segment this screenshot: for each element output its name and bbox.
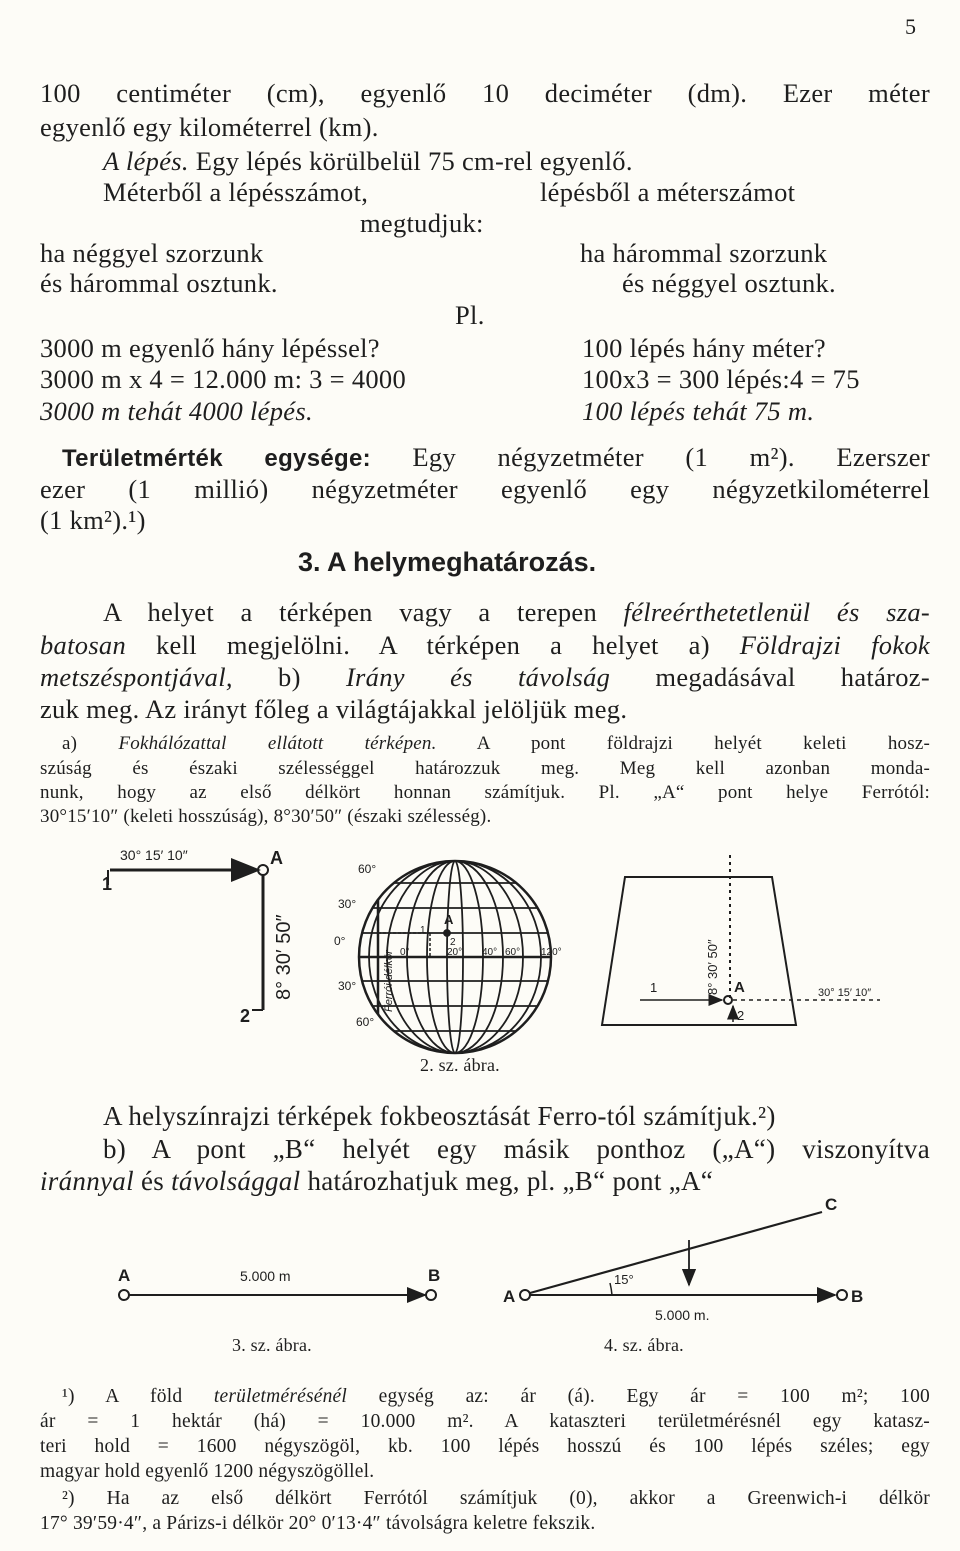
footnote-text: egység az: ár (á). Egy ár = 100 m²; 100	[347, 1386, 930, 1407]
globe-lon-label: 20°	[447, 947, 463, 958]
left-calculation: 3000 m x 4 = 12.000 m: 3 = 4000	[40, 364, 407, 394]
fig2-left-diagram	[108, 865, 268, 1010]
area-text-1: Egy négyzetméter (1 m²). Ezerszer	[370, 442, 930, 472]
globe-lon-label: 0°	[400, 947, 410, 958]
fig4-point-a	[520, 1290, 530, 1300]
area-line-3: (1 km²).¹)	[40, 505, 146, 535]
section-text: kell megjelölni. A térképen a helyet a)	[126, 630, 740, 660]
section-italic: batosan	[40, 630, 127, 660]
fig2-right-n2: 2	[737, 1008, 745, 1023]
left-result: 3000 m tehát 4000 lépés.	[40, 396, 313, 426]
section-text: megadásával határoz-	[610, 662, 930, 692]
fig4-label-a: A	[503, 1287, 516, 1306]
figure-2-caption: 2. sz. ábra.	[420, 1055, 500, 1075]
conversion-center: megtudjuk:	[360, 208, 484, 238]
figure-4	[520, 1212, 847, 1300]
globe-lat-label: 30°	[338, 897, 357, 911]
globe-n1: 1	[420, 925, 426, 936]
figure-4-caption: 4. sz. ábra.	[604, 1335, 684, 1355]
section-b-text: határozhatjuk meg, pl. „B“ pont „A“	[300, 1166, 714, 1196]
fig2-left-n1: 1	[102, 874, 113, 894]
fig4-angle-arc	[610, 1283, 612, 1295]
globe-n2: 2	[450, 937, 456, 948]
footnote-1-line-2: ár = 1 hektár (há) = 10.000 m². A kataszteri területmérésnél egy katasz-	[40, 1411, 930, 1432]
fig2-left-point-label: A	[270, 848, 283, 868]
section-b-line-3	[40, 1166, 713, 1197]
left-rule-1: ha néggyel szorzunk	[40, 238, 264, 268]
sub-a-line-4: 30°15′10″ (keleti hosszúság), 8°30′50″ (északi szélesség).	[40, 806, 492, 827]
section-b-line-2: b) A pont „B“ helyét egy másik ponthoz („A“) viszonyítva	[103, 1134, 930, 1164]
fig3-label-a: A	[118, 1266, 131, 1285]
globe-meridian-label: Ferrói délkör	[383, 950, 395, 1012]
sub-a-line-2: szúság és északi szélességgel határozzuk meg. Meg kell azonban monda-	[40, 758, 930, 779]
globe-lon-label: 120°	[541, 947, 562, 958]
section-b-line-1: A helyszínrajzi térképek fokbeosztását Ferro-tól számítjuk.²)	[103, 1101, 776, 1131]
section-line-4: zuk meg. Az irányt főleg a világtájakkal jelöljük meg.	[40, 694, 628, 724]
step-label: A lépés.	[103, 146, 189, 176]
fig2-right-vertical-label: 8° 30′ 50″	[705, 939, 720, 995]
right-result: 100 lépés tehát 75 m.	[582, 396, 815, 426]
point-a-marker	[258, 865, 268, 875]
conversion-right-head: lépésből a méterszámot	[540, 177, 796, 207]
fig2-left-vertical-label: 8° 30′ 50″	[273, 914, 295, 1000]
footnote-italic: területmérésénél	[213, 1386, 348, 1407]
area-line-2: ezer (1 millió) négyzetméter egyenlő egy négyzetkilométerrel	[40, 474, 930, 504]
section-title: 3. A helymeghatározás.	[298, 547, 597, 577]
section-b-italic: távolsággal	[171, 1166, 301, 1196]
footnote-2-line-2: 17° 39′59·4″, a Párizs-i délkör 20° 0′13·4″ távolságra keletre fekszik.	[40, 1513, 596, 1534]
sub-a-title: Fokhálózattal ellátott térképen.	[118, 733, 437, 754]
footnote-1-line-1	[62, 1386, 930, 1408]
right-calculation: 100x3 = 300 lépés:4 = 75	[582, 364, 860, 394]
fig2-left-n2: 2	[240, 1006, 251, 1026]
fig2-right-n1: 1	[650, 980, 658, 995]
fig2-right-h-label: 30° 15′ 10″	[818, 987, 872, 999]
fig2-right-point-a	[724, 996, 732, 1004]
step-text: Egy lépés körülbelül 75 cm-rel egyenlő.	[188, 146, 633, 176]
fig2-left-top-label: 30° 15′ 10″	[120, 847, 188, 863]
fig2-right-point-label: A	[734, 979, 745, 996]
fig4-distance: 5.000 m.	[655, 1307, 710, 1323]
footnote-2-line-1: ²) Ha az első délkört Ferrótól számítjuk (0), akkor a Greenwich-i délkör	[62, 1488, 930, 1509]
footnote-text: ¹) A föld	[62, 1386, 214, 1407]
fig3-point-a	[119, 1290, 129, 1300]
globe-lon-label: 40°	[482, 947, 498, 958]
sub-a-label: a)	[62, 733, 119, 754]
section-text: A helyet a térképen vagy a terepen	[103, 597, 624, 627]
left-question: 3000 m egyenlő hány lépéssel?	[40, 333, 380, 363]
fig4-label-b: B	[851, 1287, 864, 1306]
left-rule-2: és hárommal osztunk.	[40, 268, 278, 298]
figure-3	[119, 1290, 436, 1300]
map-sheet-outline	[602, 877, 796, 1025]
sub-a-line-3: nunk, hogy az első délkört honnan számítjuk. Pl. „A“ pont helye Ferrótól:	[40, 782, 930, 803]
globe-point-label: A	[444, 912, 454, 927]
units-line-2: egyenlő egy kilométerrel (km).	[40, 112, 379, 142]
section-text: b)	[232, 662, 346, 692]
fig2-right-diagram	[602, 855, 880, 1025]
globe-lon-label: 60°	[505, 947, 521, 958]
fig3-point-b	[426, 1290, 436, 1300]
section-italic: Irány és távolság	[345, 662, 611, 692]
fig3-label-b: B	[428, 1266, 441, 1285]
example-label: Pl.	[455, 300, 485, 330]
right-question: 100 lépés hány méter?	[582, 333, 826, 363]
footnote-1-line-4: magyar hold egyenlő 1200 négyszögöllel.	[40, 1461, 375, 1482]
area-label: Területmérték egysége:	[62, 445, 371, 472]
section-italic: Földrajzi fokok	[739, 630, 930, 660]
fig4-point-b	[837, 1290, 847, 1300]
globe-lat-label: 60°	[356, 1015, 375, 1029]
fig4-direction-line	[530, 1212, 822, 1293]
units-line-1: 100 centiméter (cm), egyenlő 10 deciméter (dm). Ezer méter	[40, 78, 930, 108]
section-italic: metszéspontjával,	[40, 662, 233, 692]
footnote-1-line-3: teri hold = 1600 négyszögöl, kb. 100 lépés hosszú és 100 lépés széles; egy	[40, 1436, 930, 1457]
globe-lat-label: 30°	[338, 979, 357, 993]
sub-a-text: A pont földrajzi helyét keleti hosz-	[436, 733, 930, 754]
section-b-italic: iránnyal	[40, 1166, 134, 1196]
fig3-distance: 5.000 m	[240, 1268, 291, 1284]
page-number: 5	[905, 14, 917, 39]
right-rule-1: ha hárommal szorzunk	[580, 238, 828, 268]
conversion-left-head: Méterből a lépésszámot,	[103, 177, 369, 207]
globe-lat-label: 60°	[358, 862, 377, 876]
section-b-text: és	[133, 1166, 172, 1196]
right-rule-2: és néggyel osztunk.	[622, 268, 836, 298]
globe-lat-label: 0°	[334, 934, 346, 948]
globe-point-a	[444, 930, 450, 936]
section-italic: félreérthetetlenül és sza-	[623, 597, 930, 627]
fig4-label-c: C	[825, 1195, 838, 1214]
fig4-angle-label: 15°	[614, 1272, 634, 1287]
figure-3-caption: 3. sz. ábra.	[232, 1335, 312, 1355]
